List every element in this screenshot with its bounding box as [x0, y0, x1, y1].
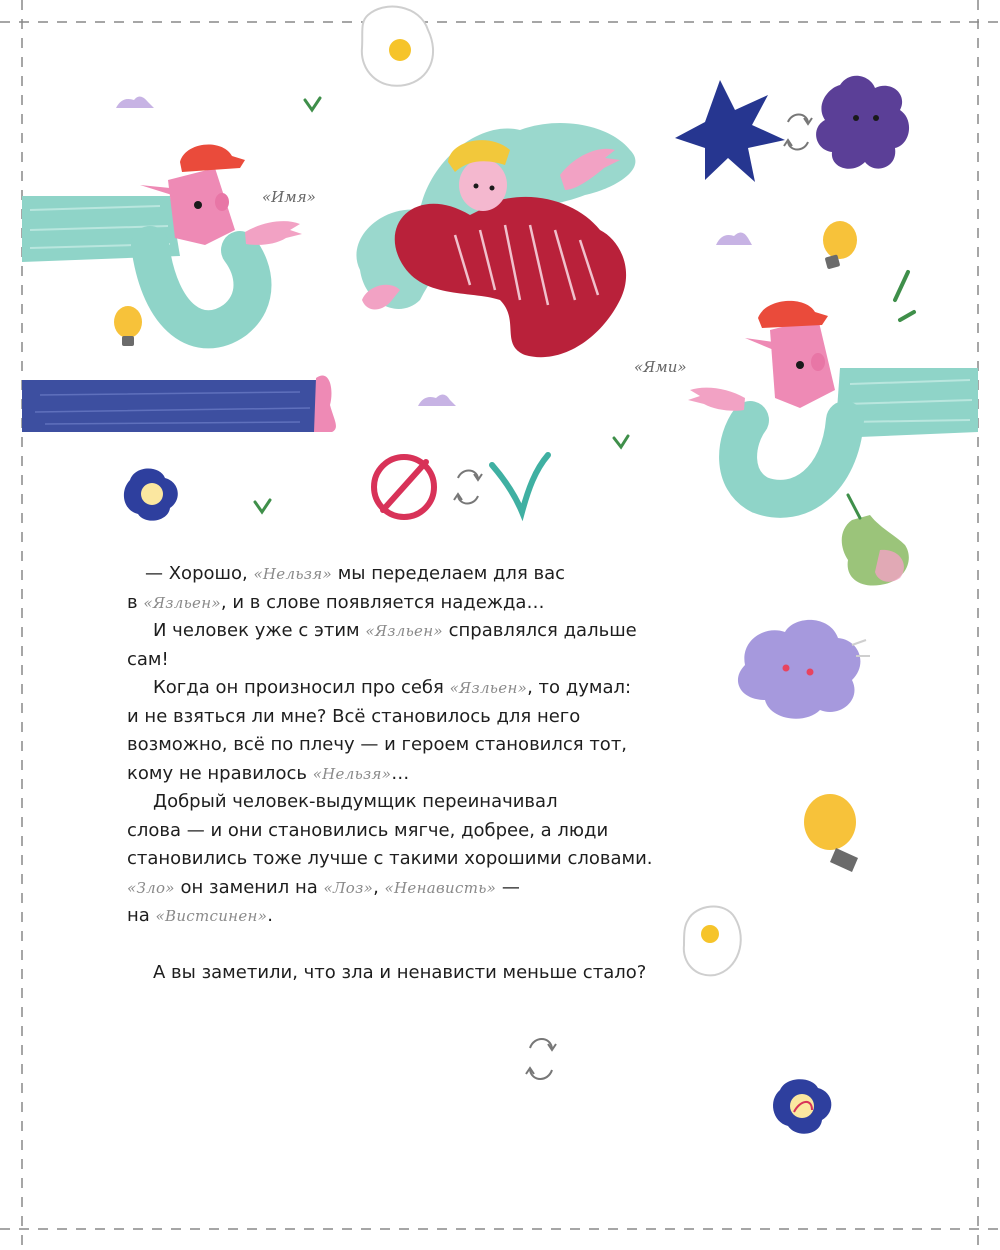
paragraph-2: И человек уже с этим «Язльен» справлялся дальше сам! — [127, 620, 637, 670]
cloud-icon — [738, 620, 870, 719]
forbidden-sign-icon — [374, 457, 434, 517]
pear-icon — [842, 495, 909, 586]
leaf-icon — [900, 312, 914, 320]
label-name-right: «Ями» — [634, 358, 687, 376]
small-cloud-icon — [716, 232, 752, 245]
cap-icon — [180, 145, 245, 172]
handwritten-word-nelzya: «Нельзя» — [253, 565, 332, 583]
star-icon — [675, 80, 785, 182]
handwritten-word-zlo: «Зло» — [127, 878, 175, 897]
leaf-icon — [895, 272, 908, 300]
small-cloud-icon — [116, 96, 154, 108]
checkmark-icon — [492, 455, 548, 512]
lightbulb-icon — [114, 306, 142, 346]
swap-arrows-icon — [526, 1039, 556, 1079]
label-name-left: «Имя» — [262, 188, 316, 206]
cap-icon — [758, 301, 828, 328]
story-text — [127, 560, 687, 987]
swap-arrows-icon — [454, 471, 482, 504]
swap-arrows-icon — [784, 115, 812, 150]
paragraph-1: — Хорошо, «Нельзя» мы переделаем для вас в «Язльен», и в слове появляется надежда… — [127, 563, 566, 613]
paragraph-gap — [127, 931, 687, 959]
flower-icon — [124, 468, 178, 520]
right-character — [688, 301, 978, 499]
handwritten-word-yazlen: «Язльен» — [365, 622, 443, 640]
paragraph-4: Добрый человек-выдумщик переиначивал слова — и они становились мягче, добрее, а люди становились тоже лучше с такими хорошими словами. «Зло» он заменил на «Лоз», «Ненависть» — на «Вистсинен». — [127, 791, 653, 926]
paragraph-5: А вы заметили, что зла и ненависти меньше стало? — [153, 961, 647, 983]
paragraph-3: Когда он произносил про себя «Язльен», то думал: и не взяться ли мне? Всё становилось для него возможно, всё по плечу — и героем становился тот, кому не нравилось «Нельзя»… — [127, 677, 632, 784]
flower-icon — [773, 1079, 831, 1133]
fried-egg-icon — [362, 7, 433, 86]
leaf-icon — [614, 436, 628, 447]
handwritten-word-yazlen: «Язльен» — [143, 593, 221, 612]
leaf-icon — [255, 500, 270, 512]
navy-sleeve — [22, 375, 336, 432]
small-cloud-icon — [418, 394, 456, 406]
handwritten-word-vistsinen: «Вистсинен» — [155, 907, 268, 925]
lightbulb-icon — [804, 794, 858, 872]
left-character — [22, 145, 302, 330]
handwritten-word-loz: «Лоз» — [323, 878, 374, 897]
leaf-icon — [305, 98, 320, 110]
lightbulb-icon — [823, 221, 857, 269]
handwritten-word-nenavist: «Ненависть» — [384, 878, 497, 897]
handwritten-word-yazlen: «Язльен» — [449, 679, 528, 697]
handwritten-word-nelzya: «Нельзя» — [312, 764, 392, 783]
fried-egg-icon — [684, 906, 741, 975]
blob-creature-icon — [816, 76, 909, 169]
center-character — [356, 123, 635, 357]
